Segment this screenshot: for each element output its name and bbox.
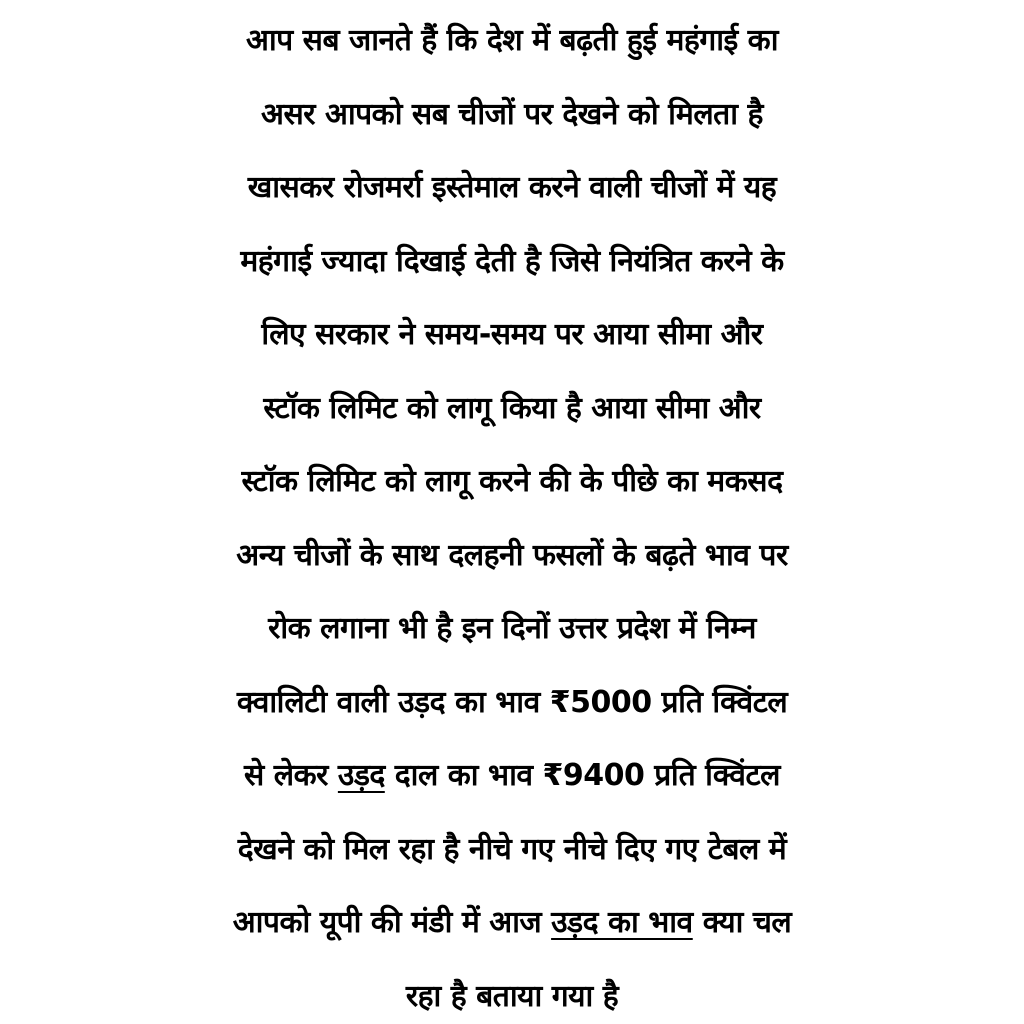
article-line-13-end: क्या चल: [692, 905, 792, 940]
article-line-13: [0, 886, 1024, 960]
article-line-10: क्वालिटी वाली उड़द का भाव ₹5000 प्रति क्विंटल: [236, 684, 788, 720]
urad-link[interactable]: उड़द: [337, 758, 385, 793]
article-line-1: आप सब जानते हैं कि देश में बढ़ती हुई महंगाई का: [246, 23, 778, 58]
article-line-14: रहा है बताया गया है: [405, 978, 619, 1014]
article-line-12: देखने को मिल रहा है नीचे गए नीचे दिए गए टेबल में: [237, 831, 787, 867]
article-line-3: खासकर रोजमर्रा इस्तेमाल करने वाली चीजों में यह: [247, 170, 777, 205]
article-line-7: स्टॉक लिमिट को लागू करने की के पीछे का मकसद: [241, 464, 783, 499]
article-line-4: महंगाई ज्यादा दिखाई देती है जिसे नियंत्रित करने के: [240, 243, 784, 279]
article-line-9: रोक लगाना भी है इन दिनों उत्तर प्रदेश में निम्न: [268, 611, 756, 646]
article-line-13-start: आपको यूपी की मंडी में आज: [232, 905, 552, 940]
article-line-11-end: दाल का भाव ₹9400 प्रति क्विंटल: [384, 758, 780, 793]
article-line-11-start: से लेकर: [244, 758, 338, 793]
article-line-5: लिए सरकार ने समय-समय पर आया सीमा और: [261, 317, 763, 352]
article-line-11: [0, 739, 1024, 813]
urad-price-link[interactable]: उड़द का भाव: [551, 905, 693, 940]
article-line-6: स्टॉक लिमिट को लागू किया है आया सीमा और: [263, 390, 761, 426]
article-line-2: असर आपको सब चीजों पर देखने को मिलता है: [261, 96, 763, 132]
article-line-8: अन्य चीजों के साथ दलहनी फसलों के बढ़ते भाव पर: [236, 537, 788, 573]
